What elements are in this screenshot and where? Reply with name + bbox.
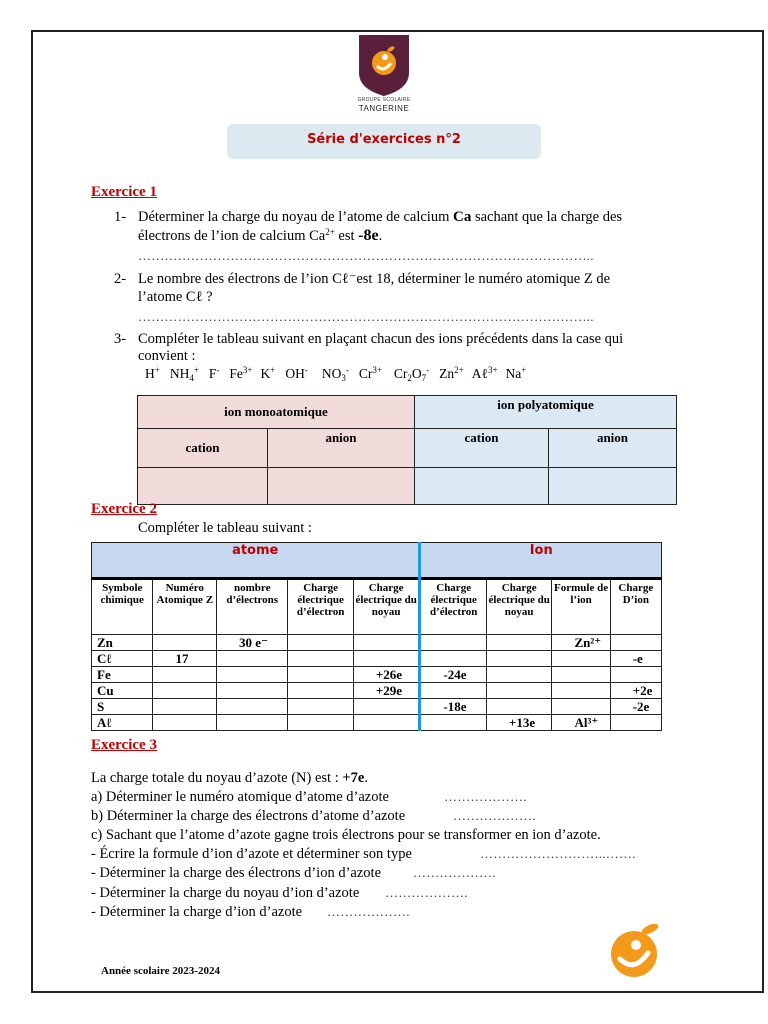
table-cell[interactable] — [353, 635, 420, 651]
ex3-line-a: a) Déterminer le numéro atomique d’atome d’azote — [91, 789, 389, 805]
ex3-line-d: - Écrire la formule d’ion d’azote et déterminer son type — [91, 846, 412, 862]
table-cell[interactable] — [288, 651, 353, 667]
table-cell[interactable] — [610, 667, 661, 683]
logo-text-group: GROUPE SCOLAIRE — [357, 97, 411, 103]
table-cell[interactable] — [153, 683, 217, 699]
table-cell[interactable]: +13e — [486, 715, 552, 731]
q2-answer-line: ………………………………………………………………………………………….. — [138, 309, 594, 324]
table-cell[interactable] — [486, 651, 552, 667]
column-header: Formule de l’ion — [552, 579, 610, 635]
ex3-answer-d: ………………………..……. — [480, 846, 636, 861]
column-header: Charge électrique du noyau — [486, 579, 552, 635]
ion-item: OH- — [285, 365, 308, 381]
ion-item: $Fe^{3+}$ — [229, 365, 253, 381]
q3-line1: Compléter le tableau suivant en plaçant chacun des ions précédents dans la case qui — [138, 331, 624, 347]
table-cell[interactable] — [217, 683, 288, 699]
exercise-1-title: Exercice 1 — [91, 184, 157, 200]
table-cell[interactable] — [217, 699, 288, 715]
ion-item: Na+ — [505, 365, 527, 381]
column-header: Charge D’ion — [610, 579, 661, 635]
table-cell[interactable] — [610, 635, 661, 651]
ex3-answer-b: ………………. — [453, 808, 536, 823]
column-header: nombre d’électrons — [217, 579, 288, 635]
group-ion: Ion — [420, 543, 662, 579]
table-cell[interactable]: 17 — [153, 651, 217, 667]
header-cation-poly: cation — [415, 429, 549, 468]
table-cell[interactable] — [486, 635, 552, 651]
table-cell[interactable]: Fe — [92, 667, 153, 683]
table-cell[interactable] — [486, 683, 552, 699]
table-cell[interactable] — [420, 683, 486, 699]
table-row — [92, 635, 662, 651]
q3-number: 3- — [114, 331, 127, 347]
header-mono: ion monoatomique — [138, 396, 415, 429]
table-cell[interactable]: Cℓ — [92, 651, 153, 667]
column-header: Numéro Atomique Z — [153, 579, 217, 635]
ex3-line-c: c) Sachant que l’atome d’azote gagne trois électrons pour se transformer en ion d’azote. — [91, 827, 601, 843]
ion-list — [145, 365, 526, 383]
column-header: Charge électrique d’électron — [288, 579, 353, 635]
q1-line1: Déterminer la charge du noyau de l’atome de calcium Ca sachant que la charge des — [138, 209, 623, 225]
header-poly: ion polyatomique — [415, 396, 677, 429]
table-cell[interactable] — [288, 635, 353, 651]
table-cell[interactable]: -e — [610, 651, 661, 667]
q1-number: 1- — [114, 209, 127, 225]
exercise-2-title: Exercice 2 — [91, 501, 157, 517]
cell-cation-poly[interactable] — [415, 468, 549, 505]
ex3-answer-a: ………………. — [444, 789, 527, 804]
q2-line1: Le nombre des électrons de l’ion Cℓ⁻est 18, déterminer le numéro atomique Z de — [138, 271, 611, 287]
table-row — [92, 667, 662, 683]
ex3-line-e: - Déterminer la charge des électrons d’ion d’azote — [91, 865, 381, 881]
table-row — [92, 715, 662, 731]
table-cell[interactable]: +2e — [610, 683, 661, 699]
table-row — [92, 699, 662, 715]
table-cell[interactable] — [153, 667, 217, 683]
table-cell[interactable] — [288, 667, 353, 683]
tangerine-fruit-icon — [606, 921, 666, 979]
table-row — [92, 651, 662, 667]
header-cation-mono: cation — [138, 429, 268, 468]
q2-number: 2- — [114, 271, 127, 287]
ex3-line-g: - Déterminer la charge d’ion d’azote — [91, 904, 303, 920]
table-cell[interactable] — [153, 715, 217, 731]
cell-anion-mono[interactable] — [268, 468, 415, 505]
ion-item: $NH_4^+$ — [169, 365, 199, 383]
table-cell[interactable]: 30 e⁻ — [217, 635, 288, 651]
header-anion-poly: anion — [549, 429, 677, 468]
table-cell[interactable] — [153, 699, 217, 715]
header-anion-mono: anion — [268, 429, 415, 468]
q3-line2: convient : — [138, 348, 196, 364]
group-atome: atome — [92, 543, 420, 579]
atom-ion-table — [91, 542, 662, 731]
table-cell[interactable]: Zn — [92, 635, 153, 651]
ion-item: H+ — [145, 365, 160, 381]
ex3-answer-g: ………………. — [327, 904, 410, 919]
table-cell[interactable]: Aℓ — [92, 715, 153, 731]
table-cell[interactable] — [420, 651, 486, 667]
logo-text-name: TANGERINE — [358, 104, 410, 113]
table-cell[interactable] — [153, 635, 217, 651]
q2-line2: l’atome Cℓ ? — [138, 289, 213, 305]
table-cell[interactable] — [217, 715, 288, 731]
table-cell[interactable]: Al³⁺ — [552, 715, 610, 731]
table-cell[interactable] — [420, 715, 486, 731]
table-cell[interactable]: +26e — [353, 667, 420, 683]
ex3-answer-f: ………………. — [385, 885, 468, 900]
table-cell[interactable] — [552, 699, 610, 715]
ion-item: Aℓ$^{3+}$ — [471, 365, 498, 381]
ion-item: $Cr_2O_7^-$ — [393, 365, 430, 383]
table-cell[interactable] — [288, 715, 353, 731]
table-cell[interactable] — [217, 667, 288, 683]
table-cell[interactable] — [552, 667, 610, 683]
table-cell[interactable] — [288, 683, 353, 699]
table-cell[interactable] — [420, 635, 486, 651]
exercise-3-title: Exercice 3 — [91, 737, 157, 753]
table-cell[interactable] — [353, 651, 420, 667]
exercise-2-intro: Compléter le tableau suivant : — [138, 520, 312, 536]
table-cell[interactable]: -18e — [420, 699, 486, 715]
ion-item: F- — [208, 365, 220, 381]
table-cell[interactable] — [288, 699, 353, 715]
ex3-line-b: b) Déterminer la charge des électrons d’atome d’azote — [91, 808, 406, 824]
table-cell[interactable] — [353, 699, 420, 715]
page-title: Série d'exercices n°2 — [307, 132, 461, 147]
ion-item: K+ — [260, 365, 276, 381]
school-logo-icon — [357, 33, 411, 97]
cell-anion-poly[interactable] — [549, 468, 677, 505]
ion-classification-table — [137, 395, 677, 505]
table-cell[interactable] — [353, 715, 420, 731]
table-cell[interactable] — [217, 651, 288, 667]
table-cell[interactable]: -2e — [610, 699, 661, 715]
table-cell[interactable]: S — [92, 699, 153, 715]
column-header: Charge électrique d’électron — [420, 579, 486, 635]
q1-line2: électrons de l’ion de calcium $Ca^{2+}$ est -8e. — [138, 227, 383, 244]
table-cell[interactable]: Cu — [92, 683, 153, 699]
table-cell[interactable] — [610, 715, 661, 731]
table-cell[interactable]: +29e — [353, 683, 420, 699]
column-header: Symbole chimique — [92, 579, 153, 635]
table-cell[interactable] — [486, 667, 552, 683]
ex3-line0: La charge totale du noyau d’azote (N) est : +7e. — [91, 770, 368, 786]
table-cell[interactable] — [486, 699, 552, 715]
ion-item: $Zn^{2+}$ — [439, 365, 464, 381]
column-header: Charge électrique du noyau — [353, 579, 420, 635]
table-cell[interactable] — [552, 651, 610, 667]
footer-school-year: Année scolaire 2023-2024 — [101, 965, 220, 977]
ex3-line-f: - Déterminer la charge du noyau d’ion d’azote — [91, 885, 360, 901]
table-cell[interactable]: -24e — [420, 667, 486, 683]
table-row — [92, 683, 662, 699]
table-cell[interactable]: Zn²⁺ — [552, 635, 610, 651]
ion-item: $NO_3^-$ — [321, 365, 349, 383]
q1-answer-line: ………………………………………………………………………………………….. — [138, 248, 594, 263]
table-cell[interactable] — [552, 683, 610, 699]
cell-cation-mono[interactable] — [138, 468, 268, 505]
ex3-answer-e: ………………. — [413, 865, 496, 880]
ion-item: $Cr^{3+}$ — [358, 365, 382, 381]
